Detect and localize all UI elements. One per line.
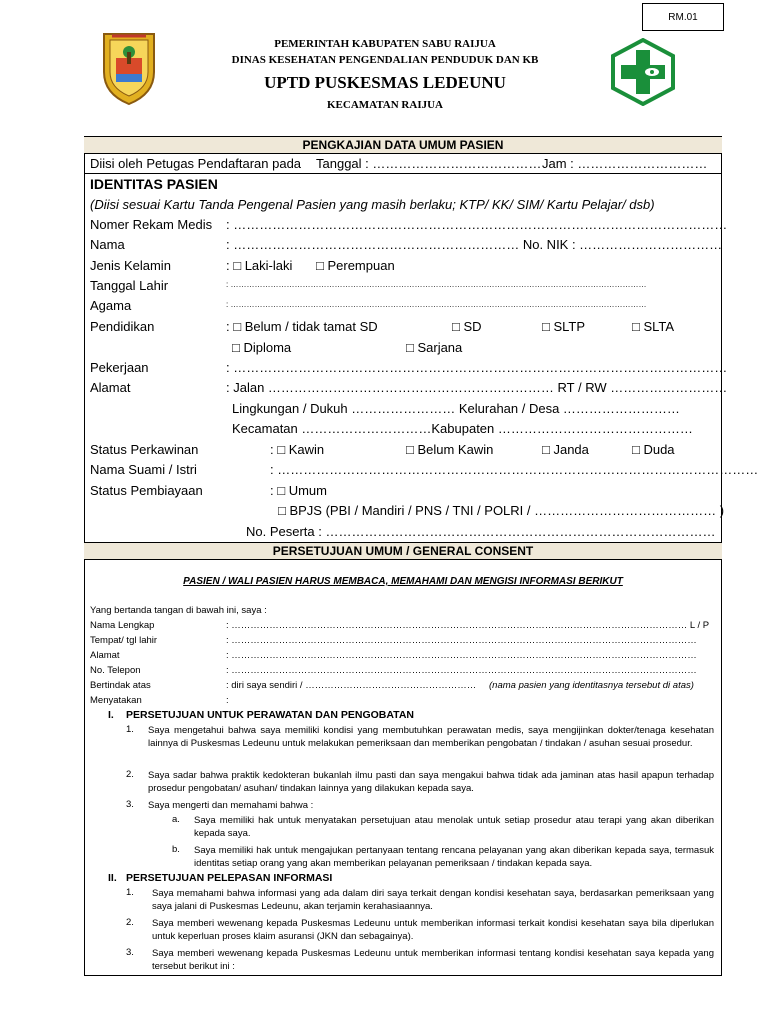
p2-1-text: Saya memahami bahwa informasi yang ada dalam diri saya terkait dengan kondisi kesehatan saya, berdasarkan pemeriksaan yang saya jalani di Puskesmas Ledeunu, akan terjamin kerahasiaannya. (152, 888, 714, 912)
job-label: Pekerjaan (90, 360, 149, 375)
edu-diploma-checkbox[interactable]: □ Diploma (232, 340, 292, 355)
consent-states-label: Menyatakan (90, 695, 142, 706)
identity-note: (Diisi sesuai Kartu Tanda Pengenal Pasien yang masih berlaku; KTP/ KK/ SIM/ Kartu Pelajar/ dsb) (90, 197, 655, 212)
address-street-field[interactable]: : Jalan ………………………………………………………… RT / RW ……………………… (226, 380, 728, 395)
document-code: RM.01 (642, 3, 724, 31)
filled-by-label: Diisi oleh Petugas Pendaftaran pada (90, 156, 302, 171)
p2-2-number: 2. (126, 917, 134, 928)
payment-label: Status Pembiayaan (90, 483, 203, 498)
p1-3b-text: Saya memiliki hak untuk mengajukan pertanyaan tentang rencana pelayanan yang akan diberikan kepada saya, termasuk identitas setiap orang yang akan memberikan pelayanan pemeriksaan / tindakan kepada saya. (194, 845, 714, 869)
edu-slta-checkbox[interactable]: □ SLTA (632, 319, 675, 334)
consent-instruction: PASIEN / WALI PASIEN HARUS MEMBACA, MEMAHAMI DAN MENGISI INFORMASI BERIKUT (183, 576, 623, 587)
p1-3a-text: Saya memiliki hak untuk menyatakan persetujuan atau menolak untuk setiap prosedur atau terapi yang akan diberikan kepada saya. (194, 815, 714, 839)
gov-title: PEMERINTAH KABUPATEN SABU RAIJUA (274, 38, 496, 50)
name-label: Nama (90, 237, 125, 252)
divider (84, 173, 722, 174)
marital-duda-checkbox[interactable]: □ Duda (632, 442, 675, 457)
p2-1-number: 1. (126, 887, 134, 898)
pay-umum-checkbox[interactable]: : □ Umum (270, 483, 327, 498)
p1-3b-number: b. (172, 844, 180, 855)
education-label: Pendidikan (90, 319, 155, 334)
pay-bpjs-checkbox[interactable]: □ BPJS (PBI / Mandiri / PNS / TNI / POLRI / …………………………………… ) (278, 503, 725, 518)
member-number-field[interactable]: No. Peserta : ……………………………………………………………………………… (246, 524, 716, 539)
religion-field[interactable]: : ………………………………………………………………………………………………………………………………………… (226, 300, 647, 309)
consent-phone-field[interactable]: : ………………………………………………………………………………………………………………………………… (226, 665, 697, 676)
dob-label: Tanggal Lahir (90, 278, 169, 293)
job-field[interactable]: : …………………………………………………………………………………………………… (226, 360, 728, 375)
spouse-label: Nama Suami / Istri (90, 462, 197, 477)
consent-fullname-label: Nama Lengkap (90, 620, 155, 631)
part2-title: PERSETUJUAN PELEPASAN INFORMASI (126, 872, 333, 884)
consent-birth-label: Tempat/ tgl lahir (90, 635, 158, 646)
address-village-field[interactable]: Lingkungan / Dukuh …………………… Kelurahan / Desa ……………………… (232, 401, 680, 416)
marital-belum-checkbox[interactable]: □ Belum Kawin (406, 442, 494, 457)
part1-title: PERSETUJUAN UNTUK PERAWATAN DAN PENGOBATAN (126, 709, 414, 721)
consent-address-field[interactable]: : ………………………………………………………………………………………………………………………………… (226, 650, 697, 661)
consent-birth-field[interactable]: : ………………………………………………………………………………………………………………………………… (226, 635, 697, 646)
consent-acting-field[interactable]: : diri saya sendiri / ……………………………………………… (226, 680, 477, 691)
edu-sarjana-checkbox[interactable]: □ Sarjana (406, 340, 463, 355)
part2-number: II. (108, 872, 117, 884)
consent-address-label: Alamat (90, 650, 120, 661)
p1-2-number: 2. (126, 769, 134, 780)
p1-3-text: Saya mengerti dan memahami bahwa : (148, 800, 314, 811)
edu-sltp-checkbox[interactable]: □ SLTP (542, 319, 586, 334)
sex-female-checkbox[interactable]: □ Perempuan (316, 258, 395, 273)
p2-3-number: 3. (126, 947, 134, 958)
rm-label: Nomer Rekam Medis (90, 217, 213, 232)
edu-sd-checkbox[interactable]: □ SD (452, 319, 482, 334)
address-district-field[interactable]: Kecamatan …………………………Kabupaten ……………………………………… (232, 421, 693, 436)
p1-3-number: 3. (126, 799, 134, 810)
sex-male-checkbox[interactable]: : □ Laki-laki (226, 258, 293, 273)
registration-date-field[interactable]: Tanggal : ………………………………… (316, 156, 542, 171)
consent-acting-note: (nama pasien yang identitasnya tersebut di atas) (489, 680, 694, 691)
dept-title: DINAS KESEHATAN PENGENDALIAN PENDUDUK DAN KB (231, 54, 539, 66)
p1-1-number: 1. (126, 724, 134, 735)
p1-2-text: Saya sadar bahwa praktik kedokteran bukanlah ilmu pasti dan saya mengakui bahwa tidak ada jaminan atas hasil apapun terhadap prosedur pengobatan/ asuhan/ tindakan lainnya yang dilakukan kepada saya. (148, 770, 714, 794)
marital-janda-checkbox[interactable]: □ Janda (542, 442, 589, 457)
section1-title: PENGKAJIAN DATA UMUM PASIEN (84, 136, 722, 154)
marital-kawin-checkbox[interactable]: : □ Kawin (270, 442, 325, 457)
identity-title: IDENTITAS PASIEN (90, 176, 218, 192)
consent-phone-label: No. Telepon (90, 665, 141, 676)
section2-title: PERSETUJUAN UMUM / GENERAL CONSENT (84, 542, 722, 560)
spouse-field[interactable]: : ………………………………………………………………………………………………… (270, 462, 759, 477)
religion-label: Agama (90, 298, 132, 313)
rm-field[interactable]: : …………………………………………………………………………………………………… (226, 217, 728, 232)
p1-3a-number: a. (172, 814, 180, 825)
consent-acting-label: Bertindak atas (90, 680, 151, 691)
consent-states-colon: : (226, 695, 229, 706)
district-title: KECAMATAN RAIJUA (326, 99, 443, 111)
registration-time-field[interactable]: Jam : ………………………… (542, 156, 708, 171)
part1-number: I. (108, 709, 114, 721)
address-label: Alamat (90, 380, 131, 395)
org-title: UPTD PUSKESMAS LEDEUNU (264, 73, 506, 92)
name-nik-field[interactable]: : ………………………………………………………… No. NIK : …………………………… (226, 237, 723, 252)
consent-fullname-field[interactable]: : ……………………………………………………………………………………………………………………………… L / P (226, 620, 710, 631)
p1-1-text: Saya mengetahui bahwa saya memiliki kondisi yang membutuhkan perawatan medis, saya mengijinkan dokter/tenaga kesehatan lainnya di Puskesmas Ledeunu untuk melakukan pemeriksaan dan memberikan pengobatan / tindakan / asuhan sesuai prosedur. (148, 725, 714, 749)
p2-2-text: Saya memberi wewenang kepada Puskesmas Ledeunu untuk memberikan informasi terkait kondisi kesehatan saya bila diperlukan untuk keperluan proses klaim asuransi (JKN dan sebagainya). (152, 918, 714, 942)
p2-3-text: Saya memberi wewenang kepada Puskesmas Ledeunu untuk memberikan informasi tentang kondisi kesehatan saya kepada yang tersebut berikut ini : (152, 948, 714, 972)
edu-belum-checkbox[interactable]: : □ Belum / tidak tamat SD (226, 319, 378, 334)
sex-label: Jenis Kelamin (90, 258, 171, 273)
consent-intro: Yang bertanda tangan di bawah ini, saya : (90, 605, 267, 616)
marital-label: Status Perkawinan (90, 442, 199, 457)
dob-field[interactable]: : ………………………………………………………………………………………………………………………………………… (226, 280, 647, 289)
